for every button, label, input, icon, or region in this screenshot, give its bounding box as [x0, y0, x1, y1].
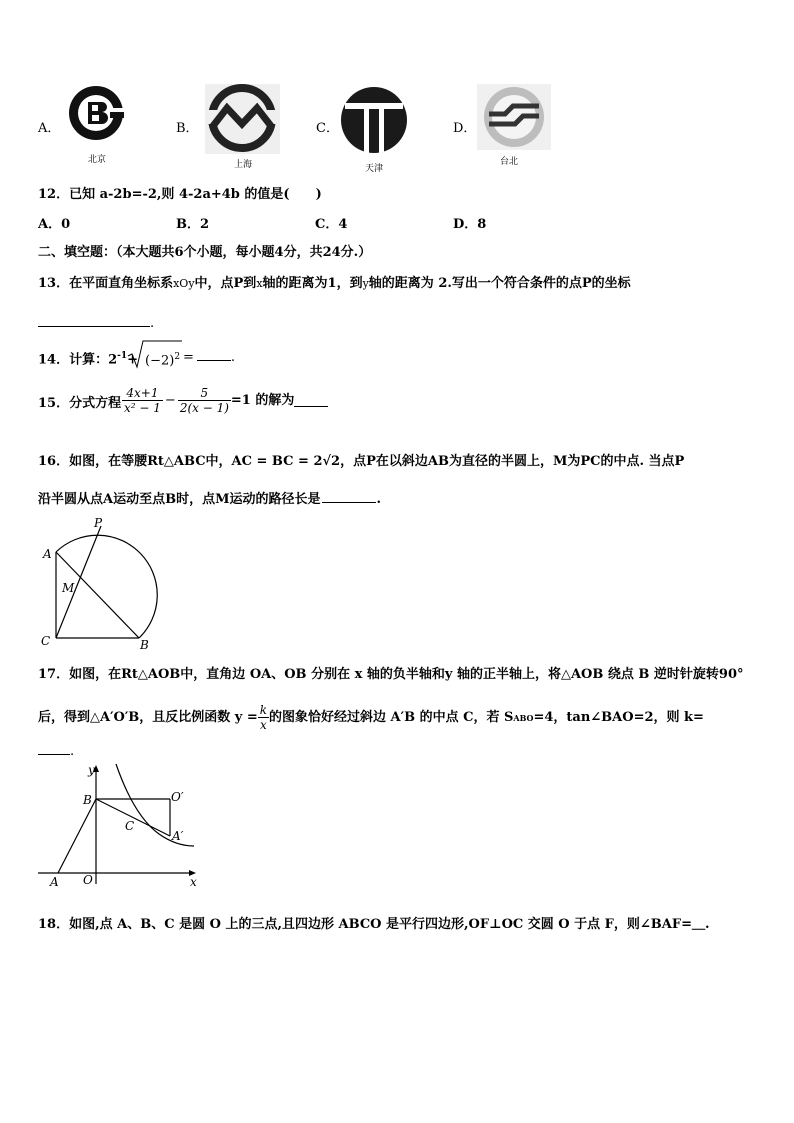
q17-text-2b: 的图象恰好经过斜边 A′B 的中点 C，若 S — [269, 709, 514, 725]
taipei-label: 台北 — [500, 157, 519, 167]
q16-label-c: C — [41, 634, 51, 648]
q17-label-o: O — [83, 873, 93, 887]
q13-x: x — [256, 277, 263, 290]
q17-label-o1: O′ — [171, 790, 184, 804]
q17-label-y: y — [88, 763, 95, 777]
q15-minus: − — [164, 392, 176, 408]
q13-text-3: 轴的距离为1，到 — [262, 276, 363, 291]
shanghai-label: 上海 — [234, 160, 253, 170]
q17-period: . — [70, 744, 75, 759]
q13-text-1: 13．在平面直角坐标系 — [38, 276, 174, 291]
q16-line-2 — [38, 490, 381, 508]
q14-radicand-text: (−2) — [145, 353, 175, 369]
q17-segment-ab — [58, 799, 96, 873]
q13-xoy: xOy — [173, 277, 195, 290]
q14-radicand — [145, 349, 180, 369]
q17-blank[interactable] — [38, 742, 70, 755]
q16-label-p: P — [94, 516, 103, 530]
q13-answer-line — [38, 314, 154, 332]
q14-stem — [38, 348, 138, 368]
q15-text: 15．分式方程 — [38, 396, 122, 411]
q17-label-c: C — [125, 819, 135, 833]
shanghai-metro-logo — [205, 84, 280, 154]
q12-option-a: A．0 — [38, 217, 71, 232]
beijing-label: 北京 — [88, 155, 107, 165]
section-fill-in-header: 二、填空题：（本大题共6个小题，每小题4分，共24分.） — [38, 245, 372, 260]
q17-label-a: A — [50, 875, 59, 889]
q16-period: . — [376, 492, 381, 507]
option-c-letter: C． — [316, 121, 339, 136]
q12-option-c: C．4 — [315, 217, 348, 232]
tianjin-label: 天津 — [365, 164, 384, 174]
q16-label-m: M — [62, 581, 75, 595]
q18-stem: 18．如图,点 A、B、C 是圆 O 上的三点,且四边形 ABCO 是平行四边形,OF⊥OC 交圆 O 于点 F，则∠BAF=＿. — [38, 917, 710, 932]
q15-fraction-2 — [178, 386, 231, 415]
option-b-letter: B． — [176, 121, 199, 136]
q16-label-a: A — [43, 547, 52, 561]
q15-f1-den: x² − 1 — [124, 401, 161, 415]
option-d-letter: D． — [453, 121, 477, 136]
q15-blank[interactable] — [294, 394, 328, 407]
q13-period: . — [150, 316, 155, 331]
q16-figure — [36, 512, 170, 652]
beijing-subway-logo — [62, 84, 132, 144]
q13-text-2: 中，点P到 — [194, 276, 257, 291]
q16-blank[interactable] — [322, 490, 376, 503]
q17-x: x — [260, 718, 267, 732]
q16-label-b: B — [140, 638, 149, 652]
q15-f2-num: 5 — [178, 386, 231, 401]
q15-equation — [122, 386, 328, 415]
q16-text-2: 沿半圆从点A运动至点B时，点M运动的路径长是 — [38, 492, 321, 507]
q17-text-2c: =4，tan∠BAO=2，则 k= — [533, 709, 704, 725]
q17-fraction — [258, 703, 269, 732]
tianjin-metro-logo — [339, 85, 409, 155]
q17-label-x: x — [190, 875, 197, 889]
q14-equals: = — [183, 350, 194, 365]
q15-fraction-1 — [122, 386, 163, 415]
q17-k: k — [259, 703, 268, 717]
option-a-letter: A． — [38, 121, 61, 136]
q16-hypotenuse-ab — [56, 552, 139, 638]
q15-text-2: =1 的解为 — [230, 392, 295, 408]
q12-option-d: D．8 — [453, 217, 487, 232]
q14-text: 14．计算：2 — [38, 352, 118, 368]
q13-text-4: 轴的距离为 2.写出一个符合条件的点P的坐标 — [368, 276, 631, 291]
q12-option-b: B．2 — [176, 217, 210, 232]
q14-exponent: -1 — [117, 351, 128, 361]
q15-f1-num: 4x+1 — [122, 386, 163, 401]
q14-tail — [183, 348, 235, 366]
q16-line-1: 16．如图，在等腰Rt△ABC中，AC = BC = 2√2，点P在以斜边AB为直径的半圆上，M为PC的中点. 当点P — [38, 454, 685, 469]
q17-subscript: ABO — [513, 712, 534, 723]
q13-blank[interactable] — [38, 314, 150, 327]
q14-blank[interactable] — [197, 348, 231, 361]
q14-plus: + — [127, 352, 139, 368]
q13-y: y — [362, 277, 369, 290]
q15-f2-den: 2(x − 1) — [179, 401, 229, 415]
q14-square: 2 — [174, 352, 181, 362]
q17-figure — [34, 756, 204, 890]
q17-label-b: B — [83, 793, 92, 807]
q14-period: . — [230, 350, 236, 365]
q15-stem — [38, 396, 121, 412]
q17-label-a1: A′ — [172, 829, 184, 843]
taipei-metro-logo — [477, 84, 551, 150]
q17-line-1: 17．如图，在Rt△AOB中，直角边 OA、OB 分别在 x 轴的负半轴和y 轴的正半轴上，将△AOB 绕点 B 逆时针旋转90° — [38, 667, 744, 682]
q17-text-2a: 后，得到△A′O′B，且反比例函数 y = — [38, 709, 258, 725]
q17-line-2 — [38, 703, 704, 732]
q13-stem — [38, 276, 631, 292]
q12-stem: 12．已知 a-2b=-2,则 4-2a+4b 的值是( ) — [38, 187, 322, 202]
